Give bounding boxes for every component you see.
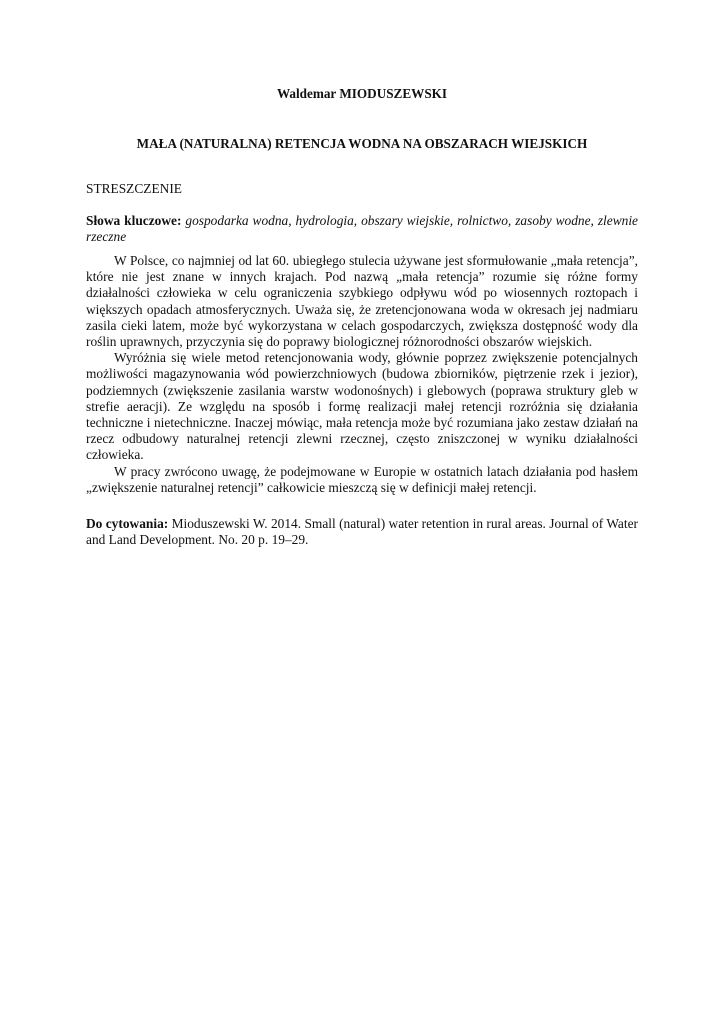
- keywords-label: Słowa kluczowe:: [86, 213, 182, 228]
- author-name: Waldemar MIODUSZEWSKI: [276, 86, 448, 101]
- keywords-text: gospodarka wodna, hydrologia, obszary wiejskie, rolnictwo, zasoby wodne, zlewnie rzeczne: [86, 213, 638, 245]
- article-title: MAŁA (NATURALNA) RETENCJA WODNA NA OBSZARACH WIEJSKICH: [136, 136, 588, 151]
- citation-label: Do cytowania:: [86, 516, 169, 531]
- abstract-body: [86, 253, 638, 496]
- abstract-paragraph: W pracy zwrócono uwagę, że podejmowane w Europie w ostatnich latach działania pod hasłem „zwiększenie naturalnej retencji” całkowicie mieszczą się w definicji małej retencji.: [86, 463, 638, 495]
- citation: [86, 516, 638, 548]
- keywords: [86, 213, 638, 245]
- abstract-paragraph: Wyróżnia się wiele metod retencjonowania wody, głównie poprzez zwiększenie potencjalnych możliwości magazynowania wód powierzchniowych (budowa zbiorników, piętrzenie rzek i jezior), podziemnych (zwiększenie zasilania warstw wodonośnych) i glebowych (poprawa struktury gleb w strefie aeracji). Ze względu na sposób i formę realizacji małej retencji rozróżnia się działania techniczne i nietechniczne. Inaczej mówiąc, mała retencja może być rozumiana jako zestaw działań na rzecz odbudowy naturalnej retencji zlewni rzecznej, często zniszczonej w wyniku działalności człowieka.: [86, 350, 638, 463]
- abstract-paragraph: W Polsce, co najmniej od lat 60. ubiegłego stulecia używane jest sformułowanie „mała retencja”, które nie jest znane w innych krajach. Pod nazwą „mała retencja” rozumie się różne formy działalności człowieka w celu ograniczenia szybkiego odpływu wód po wiosennych roztopach i większych opadach atmosferycznych. Uważa się, że zretencjonowana woda w okresach jej nadmiaru zasila cieki latem, może być wykorzystana w celach gospodarczych, zwiększa dostępność wody dla roślin uprawnych, przyczynia się do poprawy biologicznej różnorodności obszarów wiejskich.: [86, 253, 638, 350]
- citation-text: Mioduszewski W. 2014. Small (natural) water retention in rural areas. Journal of Water and Land Development. No. 20 p. 19–29.: [86, 516, 638, 548]
- abstract-heading: STRESZCZENIE: [86, 181, 182, 196]
